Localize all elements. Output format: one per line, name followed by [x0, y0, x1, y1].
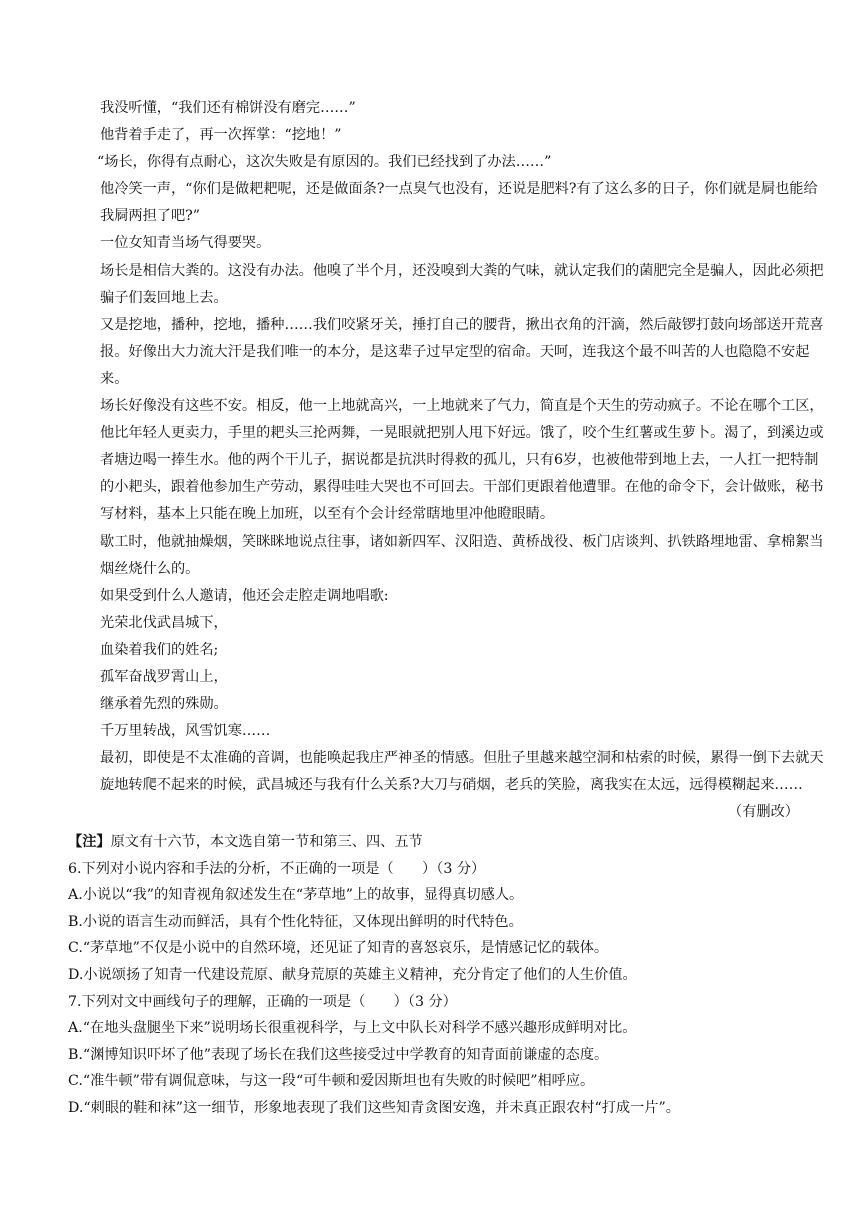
poem-line: 孤军奋战罗霄山上， [100, 668, 228, 685]
story-paragraph: 歇工时，他就抽燥烟，笑眯眯地说点往事，诸如新四军、汉阳造、黄桥战役、板门店谈判、扒铁路埋地雷、拿棉絮当烟丝烧什么的。 [100, 533, 824, 577]
story-excerpt [97, 95, 824, 827]
story-paragraph: 场长是相信大粪的。这没有办法。他嗅了半个月，还没嗅到大粪的气味，就认定我们的菌肥完全是骗人，因此必须把骗子们轰回地上去。 [100, 262, 824, 306]
question-6-option-b[interactable]: B.小说的语言生动而鲜活，具有个性化特征，又体现出鲜明的时代特色。 [68, 913, 523, 930]
story-paragraph: 又是挖地，播种，挖地，播种……我们咬紧牙关，捶打自己的腰背，揪出衣角的汗滴，然后敲锣打鼓向场部送开荒喜报。好像出大力流大汗是我们唯一的本分，是这辈子过早定型的宿命。天呵，连我这个最不叫苦的人也隐隐不安起来。 [100, 316, 824, 387]
question-7-stem: 7.下列对文中画线句子的理解，正确的一项是（ ）（3 分） [68, 993, 457, 1010]
question-7-option-c[interactable]: C.“准牛顿”带有调侃意味，与这一段“可牛顿和爱因斯坦也有失败的时候吧”相呼应。 [68, 1073, 595, 1090]
question-7-option-d[interactable]: D.“刺眼的鞋和袜”这一细节，形象地表现了我们这些知青贪图安逸，并未真正跟农村“打成一片”。 [68, 1099, 680, 1116]
story-closing-paragraph [100, 745, 829, 821]
poem-line: 血染着我们的姓名; [100, 641, 219, 658]
question-7-option-a[interactable]: A.“在地头盘腿坐下来”说明场长很重视科学，与上文中队长对科学不感兴趣形成鲜明对比。 [68, 1020, 637, 1037]
story-paragraph: 他冷笑一声，“你们是做耙耙呢，还是做面条?一点臭气也没有，还说是肥料?有了这么多的日子，你们就是屙也能给我屙两担了吧?” [100, 181, 818, 225]
question-7-option-b[interactable]: B.“渊博知识吓坏了他”表现了场长在我们这些接受过中学教育的知青面前谦虚的态度。 [68, 1046, 609, 1063]
question-6-option-a[interactable]: A.小说以“我”的知青视角叙述发生在“茅草地”上的故事，显得真切感人。 [68, 887, 524, 904]
closing-text: 最初，即使是不太准确的音调，也能唤起我庄严神圣的情感。但肚子里越来越空洞和枯索的时候，累得一倒下去就天旋地转爬不起来的时候，武昌城还与我有什么关系?大刀与硝烟，老兵的笑脸，离我实在太远，远得模糊起来…… [100, 750, 824, 794]
poem-line: 光荣北伐武昌城下， [100, 614, 228, 631]
story-paragraph: 场长好像没有这些不安。相反，他一上地就高兴，一上地就来了气力，简直是个天生的劳动疯子。不论在哪个工区，他比年轻人更卖力，手里的耙头三抡两舞，一晃眼就把别人甩下好远。饿了，咬个生红薯或生萝卜。渴了，到溪边或者塘边喝一捧生水。他的两个干儿子，据说都是抗洪时得救的孤儿，只有6岁，也被他带到地上去，一人扛一把特制的小耙头，跟着他参加生产劳动，累得哇哇大哭也不可回去。干部们更跟着他遭罪。在他的命令下，会计做账，秘书写材料，基本上只能在晚上加班，以至有个会计经常瞎地里冲他瞪眼睛。 [100, 398, 824, 523]
story-paragraph: 如果受到什么人邀请，他还会走腔走调地唱歌: [100, 587, 389, 604]
story-paragraph: 一位女知青当场气得要哭。 [100, 235, 271, 252]
source-note: （有删改） [728, 804, 799, 821]
story-paragraph: 他背着手走了，再一次挥掌：“挖地！” [100, 127, 342, 144]
story-paragraph: 我没听懂，“我们还有棉饼没有磨完……” [100, 100, 356, 116]
annotation-note [68, 829, 798, 856]
question-6-option-c[interactable]: C.“茅草地”不仅是小说中的自然环境，还见证了知青的喜怒哀乐，是情感记忆的载体。 [68, 940, 609, 957]
note-tag: 【注】 [68, 834, 111, 850]
note-text: 原文有十六节，本文选自第一节和第三、四、五节 [110, 834, 423, 850]
question-6-stem: 6.下列对小说内容和手法的分析，不正确的一项是（ ）（3 分） [68, 860, 486, 877]
poem-line: 千万里转战，风雪饥寒…… [100, 723, 271, 740]
question-6-option-d[interactable]: D.小说颂扬了知青一代建设荒原、献身荒原的英雄主义精神，充分肯定了他们的人生价值。 [68, 966, 637, 983]
questions-section [68, 829, 798, 1122]
poem-line: 继承着先烈的殊勋。 [100, 696, 228, 713]
story-paragraph: “场长，你得有点耐心，这次失败是有原因的。我们已经找到了办法……” [97, 154, 552, 171]
